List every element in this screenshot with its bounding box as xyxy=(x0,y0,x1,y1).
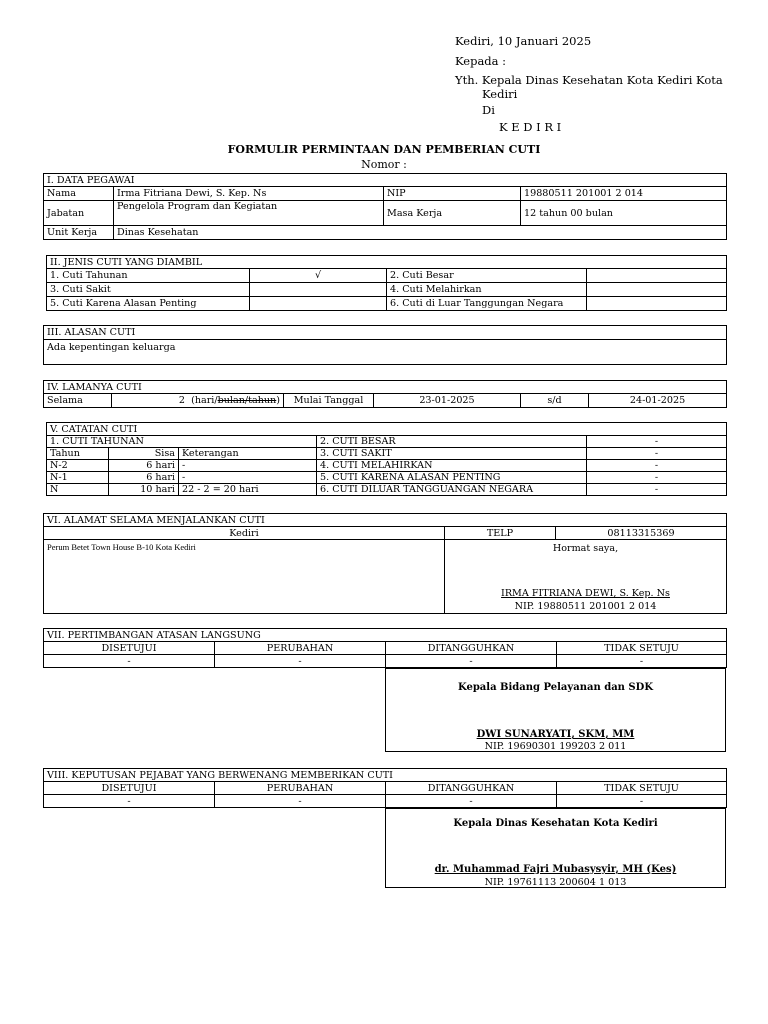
cuti-besar-check xyxy=(587,269,727,283)
table-row-sisa: 10 hari xyxy=(109,484,179,496)
cuti-sakit-check xyxy=(250,283,387,297)
table-row-keterangan: 22 - 2 = 20 hari xyxy=(179,484,317,496)
col-tidak-setuju: TIDAK SETUJU xyxy=(557,642,727,655)
table-row-tahun: N xyxy=(47,484,109,496)
cuti-sakit-note-value: - xyxy=(587,448,727,460)
perubahan-value: - xyxy=(215,655,386,668)
pejabat-nip: NIP. 19761113 200604 1 013 xyxy=(484,877,627,888)
atasan-title: Kepala Bidang Pelayanan dan SDK xyxy=(457,682,654,693)
section-jenis-cuti xyxy=(46,255,727,311)
atasan-name: DWI SUNARYATI, SKM, MM xyxy=(476,729,635,740)
alamat-value: Perum Betet Town House B-10 Kota Kediri xyxy=(44,540,445,614)
col-perubahan: PERUBAHAN xyxy=(215,642,386,655)
cuti-besar-note: 2. CUTI BESAR xyxy=(317,436,587,448)
cuti-luar-tanggungan-note: 6. CUTI DILUAR TANGGUANGAN NEGARA xyxy=(317,484,587,496)
section-keputusan-pejabat xyxy=(43,768,727,808)
sd-label: s/d xyxy=(521,394,589,408)
nip-value: 19880511 201001 2 014 xyxy=(521,187,727,201)
cuti-tahunan-check: √ xyxy=(250,269,387,283)
col-ditangguhkan: DITANGGUHKAN xyxy=(386,642,557,655)
lama-cuti-unit-open: (hari/ xyxy=(191,395,218,406)
lama-cuti-unit-struck: bulan/tahun xyxy=(217,395,277,406)
cuti-alasan-penting-check xyxy=(250,297,387,311)
kepada-label: Kepada : xyxy=(455,54,507,68)
section7-header: VII. PERTIMBANGAN ATASAN LANGSUNG xyxy=(44,629,727,642)
telp-value: 08113315369 xyxy=(556,527,727,540)
section5-header: V. CATATAN CUTI xyxy=(47,423,727,436)
col-perubahan: PERUBAHAN xyxy=(215,782,386,795)
ditangguhkan-value: - xyxy=(386,655,557,668)
cuti-sakit-note: 3. CUTI SAKIT xyxy=(317,448,587,460)
recipient-line1: Yth. Kepala Dinas Kesehatan Kota Kediri Kota xyxy=(455,73,723,87)
cuti-luar-tanggungan-check xyxy=(587,297,727,311)
pejabat-title: Kepala Dinas Kesehatan Kota Kediri xyxy=(453,818,658,829)
atasan-signature-block xyxy=(385,668,726,752)
lama-cuti-unit-close: ) xyxy=(276,395,280,406)
city-label: K E D I R I xyxy=(499,120,562,134)
cuti-luar-tanggungan-note-value: - xyxy=(587,484,727,496)
alasan-cuti-value: Ada kepentingan keluarga xyxy=(44,340,727,365)
tidak-setuju-value: - xyxy=(557,655,727,668)
col-tidak-setuju: TIDAK SETUJU xyxy=(557,782,727,795)
perubahan-value: - xyxy=(215,795,386,808)
place-date: Kediri, 10 Januari 2025 xyxy=(455,34,592,48)
masa-kerja-value: 12 tahun 00 bulan xyxy=(521,201,727,226)
pejabat-name: dr. Muhammad Fajri Mubasysyir, MH (Kes) xyxy=(434,864,677,875)
table-row-keterangan: - xyxy=(179,472,317,484)
masa-kerja-label: Masa Kerja xyxy=(384,201,521,226)
lama-cuti-jumlah: 2 xyxy=(178,395,185,406)
ditangguhkan-value: - xyxy=(386,795,557,808)
section-data-pegawai xyxy=(43,173,727,240)
cuti-tahunan-label: 1. Cuti Tahunan xyxy=(47,269,250,283)
applicant-signature-block xyxy=(445,540,727,614)
col-disetujui: DISETUJUI xyxy=(44,642,215,655)
nama-value: Irma Fitriana Dewi, S. Kep. Ns xyxy=(114,187,384,201)
cuti-besar-label: 2. Cuti Besar xyxy=(387,269,587,283)
table-row-sisa: 6 hari xyxy=(109,460,179,472)
disetujui-value: - xyxy=(44,795,215,808)
table-row-tahun: N-1 xyxy=(47,472,109,484)
cuti-melahirkan-label: 4. Cuti Melahirkan xyxy=(387,283,587,297)
table-row-tahun: N-2 xyxy=(47,460,109,472)
section4-header: IV. LAMANYA CUTI xyxy=(44,381,727,394)
end-date: 24-01-2025 xyxy=(589,394,727,408)
cuti-tahunan-header: 1. CUTI TAHUNAN xyxy=(47,436,317,448)
cuti-alasan-penting-label: 5. Cuti Karena Alasan Penting xyxy=(47,297,250,311)
cuti-besar-note-value: - xyxy=(587,436,727,448)
section8-header: VIII. KEPUTUSAN PEJABAT YANG BERWENANG MEMBERIKAN CUTI xyxy=(44,769,727,782)
cuti-melahirkan-note: 4. CUTI MELAHIRKAN xyxy=(317,460,587,472)
cuti-luar-tanggungan-label: 6. Cuti di Luar Tanggungan Negara xyxy=(387,297,587,311)
jabatan-value: Pengelola Program dan Kegiatan xyxy=(114,201,384,226)
nip-label: NIP xyxy=(384,187,521,201)
section-alamat-cuti xyxy=(43,513,727,614)
table-row-keterangan: - xyxy=(179,460,317,472)
selama-label: Selama xyxy=(44,394,112,408)
section3-header: III. ALASAN CUTI xyxy=(44,326,727,340)
section6-header: VI. ALAMAT SELAMA MENJALANKAN CUTI xyxy=(44,514,727,527)
pejabat-signature-block xyxy=(385,808,726,888)
section-lamanya-cuti xyxy=(43,380,727,408)
section-catatan-cuti xyxy=(46,422,727,496)
section2-header: II. JENIS CUTI YANG DIAMBIL xyxy=(47,256,727,269)
applicant-nip: NIP. 19880511 201001 2 014 xyxy=(514,601,657,612)
jabatan-label: Jabatan xyxy=(44,201,114,226)
col-ditangguhkan: DITANGGUHKAN xyxy=(386,782,557,795)
hormat-saya: Hormat saya, xyxy=(552,543,619,554)
col-sisa: Sisa xyxy=(109,448,179,460)
recipient-line2: Kediri xyxy=(482,87,518,101)
unit-kerja-label: Unit Kerja xyxy=(44,226,114,240)
section-pertimbangan-atasan xyxy=(43,628,727,668)
section-alasan-cuti xyxy=(43,325,727,365)
start-date: 23-01-2025 xyxy=(374,394,521,408)
section1-header: I. DATA PEGAWAI xyxy=(44,174,727,187)
applicant-name: IRMA FITRIANA DEWI, S. Kep. Ns xyxy=(501,588,670,599)
alamat-city: Kediri xyxy=(44,527,445,540)
cuti-sakit-label: 3. Cuti Sakit xyxy=(47,283,250,297)
di-label: Di xyxy=(482,103,495,117)
cuti-alasan-penting-note-value: - xyxy=(587,472,727,484)
disetujui-value: - xyxy=(44,655,215,668)
tidak-setuju-value: - xyxy=(557,795,727,808)
form-nomor: Nomor : xyxy=(361,158,407,171)
col-tahun: Tahun xyxy=(47,448,109,460)
form-title: FORMULIR PERMINTAAN DAN PEMBERIAN CUTI xyxy=(227,143,541,156)
lama-cuti-value xyxy=(112,394,284,408)
mulai-tanggal-label: Mulai Tanggal xyxy=(284,394,374,408)
telp-label: TELP xyxy=(445,527,556,540)
atasan-nip: NIP. 19690301 199203 2 011 xyxy=(484,741,627,752)
col-keterangan: Keterangan xyxy=(179,448,317,460)
cuti-melahirkan-check xyxy=(587,283,727,297)
unit-kerja-value: Dinas Kesehatan xyxy=(114,226,727,240)
cuti-melahirkan-note-value: - xyxy=(587,460,727,472)
nama-label: Nama xyxy=(44,187,114,201)
table-row-sisa: 6 hari xyxy=(109,472,179,484)
cuti-alasan-penting-note: 5. CUTI KARENA ALASAN PENTING xyxy=(317,472,587,484)
col-disetujui: DISETUJUI xyxy=(44,782,215,795)
